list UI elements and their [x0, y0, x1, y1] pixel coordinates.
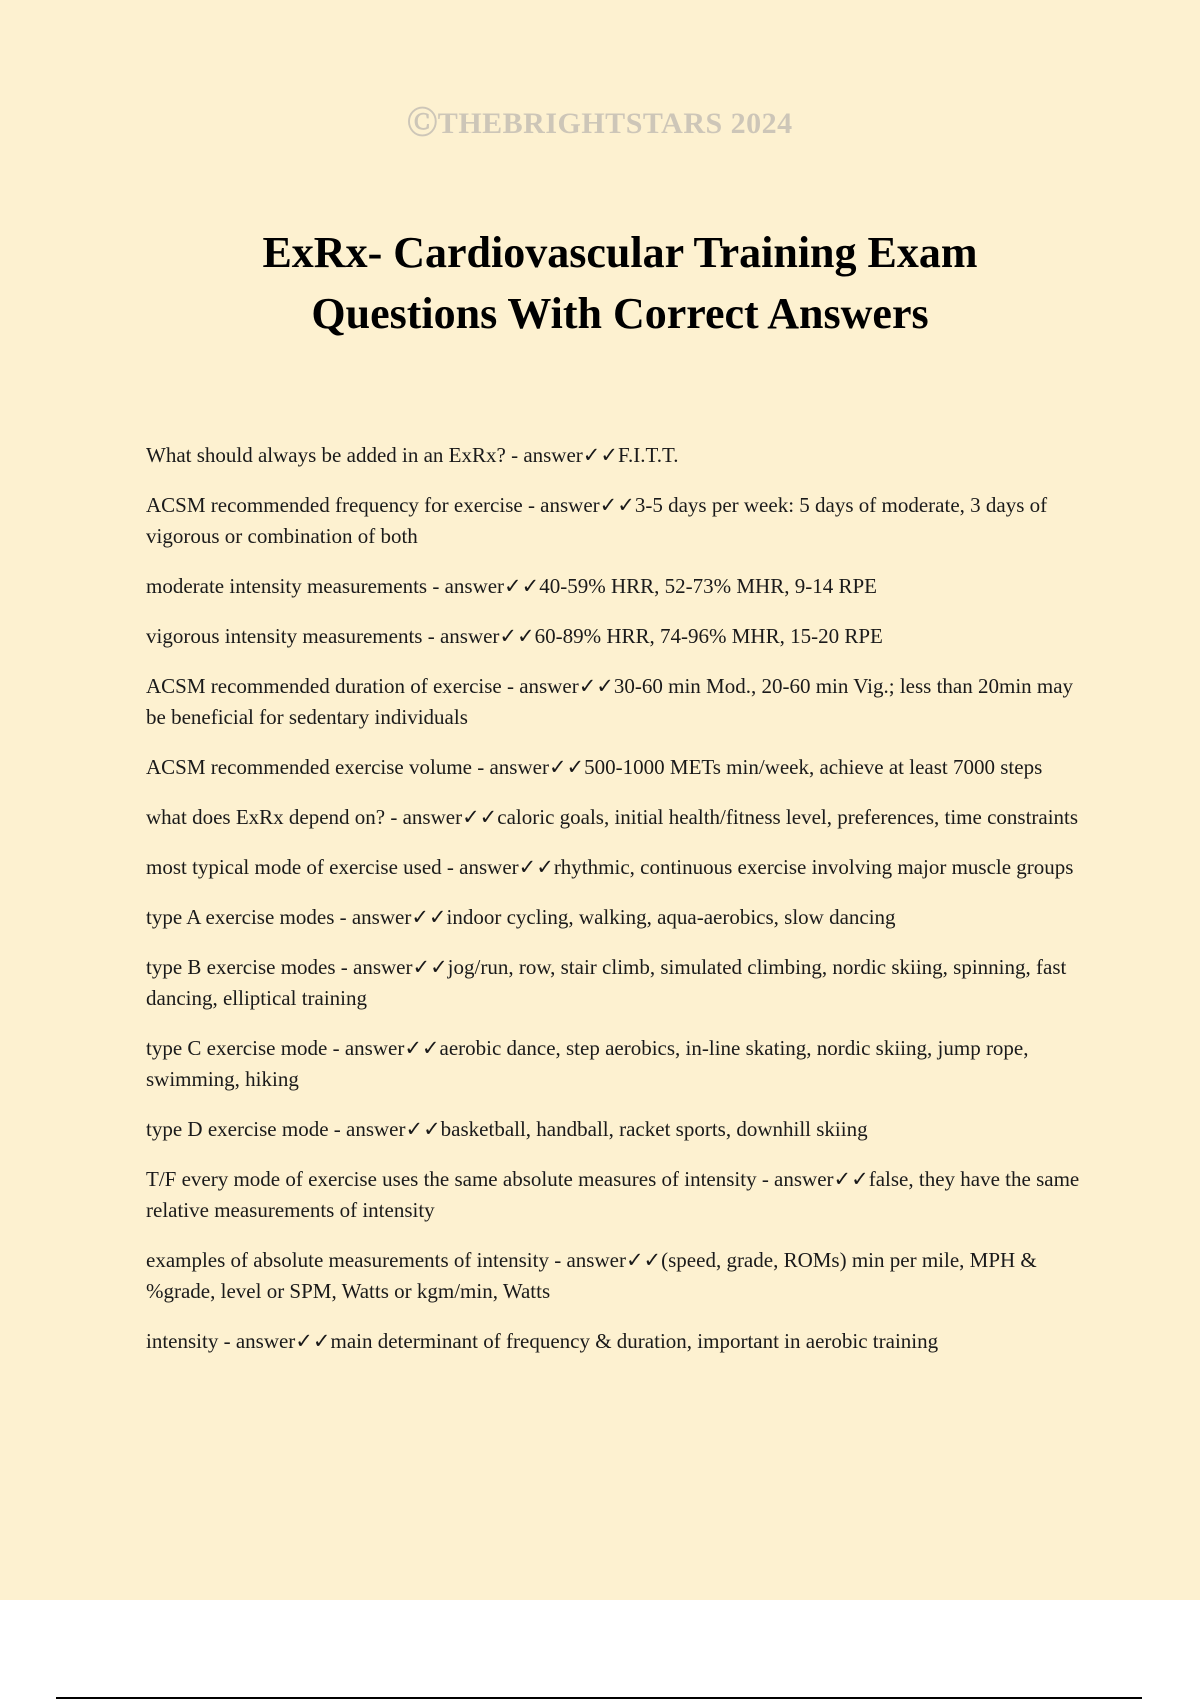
document-title — [140, 222, 1100, 344]
qa-item: type D exercise mode - answer✓✓basketball, handball, racket sports, downhill skiing — [146, 1117, 868, 1141]
qa-item: type B exercise modes - answer✓✓jog/run, row, stair climb, simulated climbing, nordic skiing, spinning, fast dancing, elliptical training — [146, 955, 1067, 1010]
qa-item: most typical mode of exercise used - answer✓✓rhythmic, continuous exercise involving major muscle groups — [146, 855, 1074, 879]
qa-item: intensity - answer✓✓main determinant of frequency & duration, important in aerobic training — [146, 1329, 939, 1353]
qa-item: T/F every mode of exercise uses the same absolute measures of intensity - answer✓✓false, they have the same relative measurements of intensity — [146, 1167, 1080, 1222]
question-answer-list — [146, 440, 1096, 1376]
copyright-watermark: ⒸTHEBRIGHTSTARS 2024 — [407, 107, 793, 140]
qa-item: ACSM recommended duration of exercise - answer✓✓30-60 min Mod., 20-60 min Vig.; less than 20min may be beneficial for sedentary individuals — [146, 674, 1074, 729]
qa-item: What should always be added in an ExRx? - answer✓✓F.I.T.T. — [146, 443, 679, 467]
qa-item: examples of absolute measurements of intensity - answer✓✓(speed, grade, ROMs) min per mile, MPH & %grade, level or SPM, Watts or kgm/min, Watts — [146, 1248, 1037, 1303]
footer-divider — [56, 1697, 1142, 1699]
title-line-1: ExRx- Cardiovascular Training Exam — [262, 228, 978, 277]
qa-item: vigorous intensity measurements - answer✓✓60-89% HRR, 74-96% MHR, 15-20 RPE — [146, 624, 883, 648]
qa-item: moderate intensity measurements - answer✓✓40-59% HRR, 52-73% MHR, 9-14 RPE — [146, 574, 877, 598]
qa-item: ACSM recommended exercise volume - answer✓✓500-1000 METs min/week, achieve at least 7000 steps — [146, 755, 1043, 779]
qa-item: type C exercise mode - answer✓✓aerobic dance, step aerobics, in-line skating, nordic skiing, jump rope, swimming, hiking — [146, 1036, 1029, 1091]
qa-item: type A exercise modes - answer✓✓indoor cycling, walking, aqua-aerobics, slow dancing — [146, 905, 896, 929]
qa-item: what does ExRx depend on? - answer✓✓caloric goals, initial health/fitness level, preferences, time constraints — [146, 805, 1079, 829]
qa-item: ACSM recommended frequency for exercise - answer✓✓3-5 days per week: 5 days of moderate, 3 days of vigorous or combination of both — [146, 493, 1048, 548]
title-line-2: Questions With Correct Answers — [311, 289, 929, 338]
